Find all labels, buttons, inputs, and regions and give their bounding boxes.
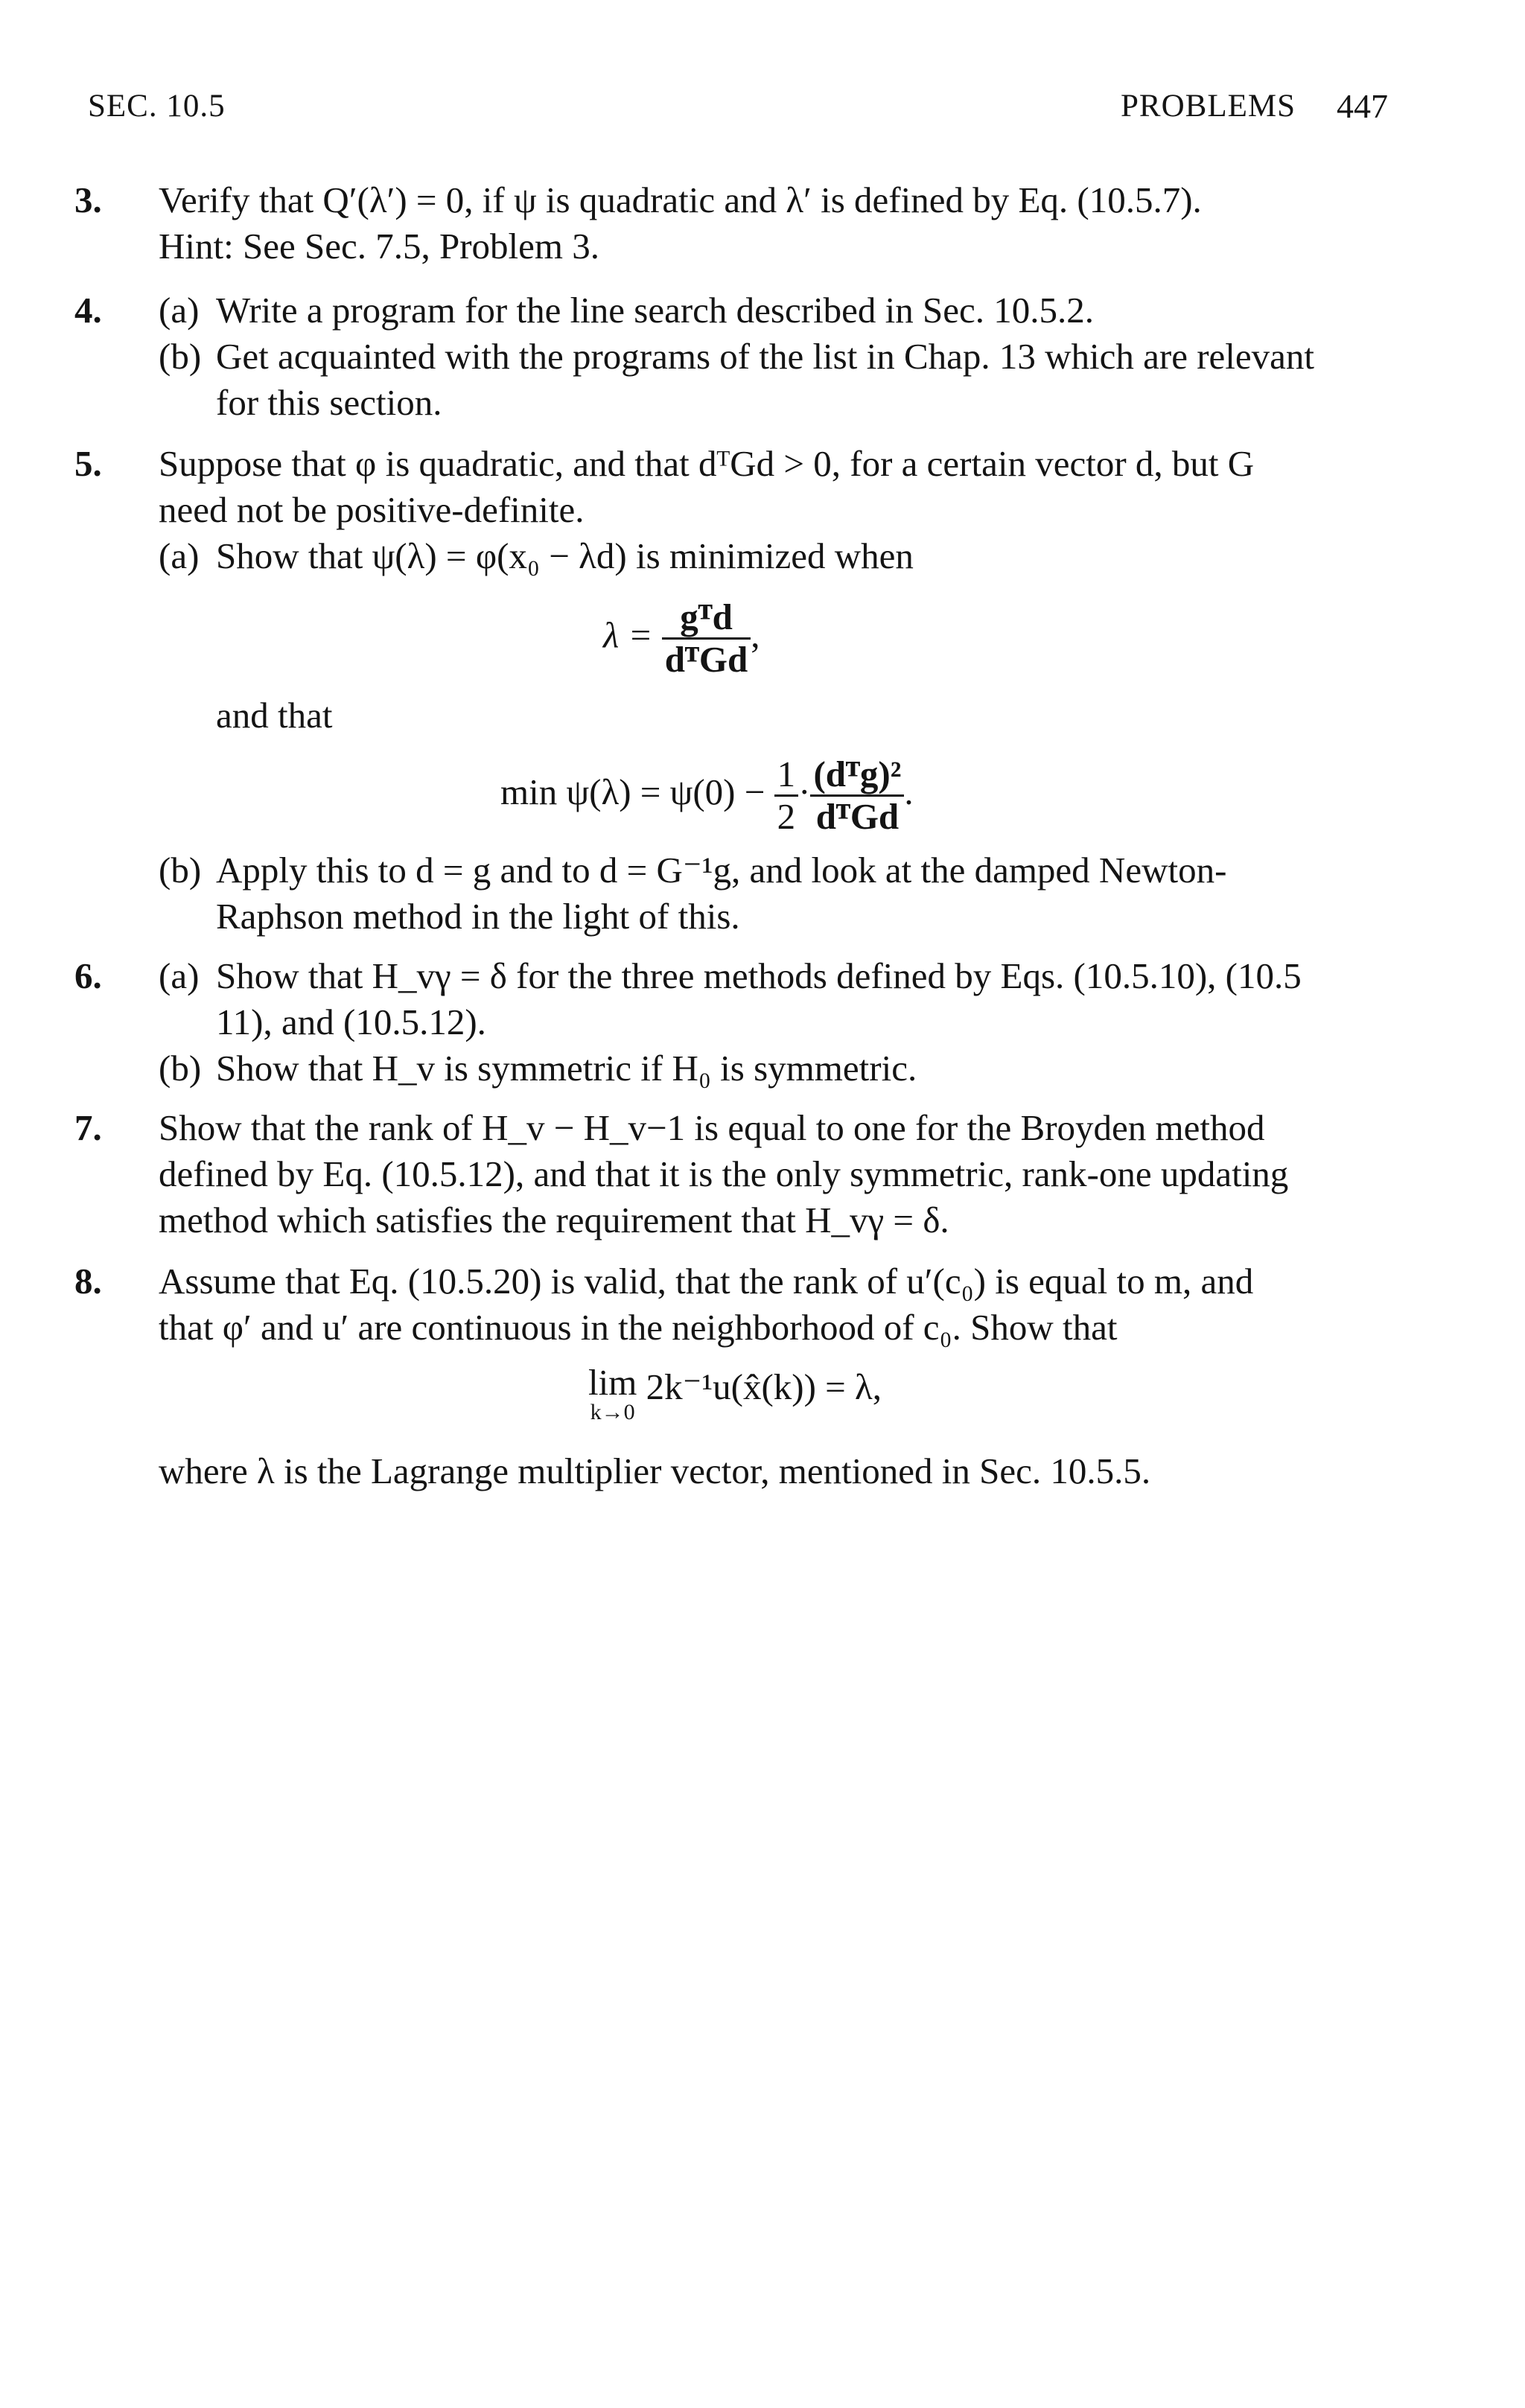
running-head-title: PROBLEMS	[1121, 89, 1296, 124]
problem-text-line: that φ′ and u′ are continuous in the neighborhood of c₀. Show that	[159, 1307, 1118, 1348]
fraction	[774, 754, 799, 837]
problem-number: 6.	[74, 955, 102, 996]
part-label: (b)	[159, 1048, 202, 1089]
problem-5-part-b	[74, 847, 1452, 940]
fraction	[810, 754, 904, 837]
problem-text-line: Assume that Eq. (10.5.20) is valid, that the rank of u′(c₀) is equal to m, and	[159, 1261, 1254, 1302]
part-text-line: Show that H_v is symmetric if H₀ is symmetric.	[216, 1048, 917, 1089]
multiplication-dot: ·	[798, 771, 811, 812]
part-text-line: Apply this to d = g and to d = G⁻¹g, and look at the damped Newton-	[216, 850, 1227, 891]
fraction	[662, 597, 751, 680]
problem-part	[159, 334, 1452, 426]
equation-lhs: λ =	[603, 614, 653, 655]
equation-lhs: min ψ(λ) = ψ(0) −	[500, 771, 765, 812]
equation-min-psi	[500, 754, 914, 837]
problem-text-line: Show that the rank of H_v − H_v−1 is equal to one for the Broyden method	[159, 1107, 1265, 1148]
part-text-line: Raphson method in the light of this.	[216, 896, 740, 937]
and-that-text: and that	[216, 695, 333, 736]
part-text-line: 11), and (10.5.12).	[216, 1001, 486, 1042]
equation-limit	[588, 1364, 882, 1424]
problem-number: 5.	[74, 443, 102, 484]
problem-7	[74, 1105, 1452, 1243]
problem-text-line: need not be positive-definite.	[159, 489, 585, 530]
problem-part	[159, 533, 1452, 579]
fraction-denominator: 2	[777, 796, 796, 837]
part-text-line: Show that ψ(λ) = φ(x₀ − λd) is minimized when	[216, 535, 914, 576]
fraction-numerator: gᵀd	[680, 596, 733, 637]
problem-8-conclusion	[74, 1448, 1452, 1494]
part-text-line: Get acquainted with the programs of the list in Chap. 13 which are relevant	[216, 336, 1315, 377]
part-label: (b)	[159, 850, 202, 891]
problem-number: 7.	[74, 1107, 102, 1148]
problem-text-line: Suppose that φ is quadratic, and that dᵀGd > 0, for a certain vector d, but G	[159, 443, 1255, 484]
fraction-numerator: 1	[777, 754, 796, 794]
fraction-numerator: (dᵀg)²	[813, 754, 902, 794]
problem-part	[159, 953, 1452, 1045]
problem-text-line: method which satisfies the requirement that H_vγ = δ.	[159, 1200, 949, 1240]
page-number: 447	[1337, 87, 1388, 125]
fraction-denominator: dᵀGd	[664, 639, 748, 680]
equation-lambda	[603, 597, 760, 680]
problem-number: 4.	[74, 290, 102, 331]
problem-8	[74, 1258, 1452, 1351]
problem-hint: Hint: See Sec. 7.5, Problem 3.	[159, 226, 600, 267]
equation-punctuation: ,	[751, 614, 760, 655]
part-label: (b)	[159, 336, 202, 377]
problem-5	[74, 441, 1452, 579]
part-label: (a)	[159, 955, 200, 996]
part-label: (a)	[159, 535, 200, 576]
problem-part	[159, 1045, 1452, 1092]
fraction-denominator: dᵀGd	[815, 796, 900, 837]
limit-operator	[588, 1364, 637, 1424]
part-text-line: Write a program for the line search described in Sec. 10.5.2.	[216, 290, 1095, 331]
problem-text-line: where λ is the Lagrange multiplier vector, mentioned in Sec. 10.5.5.	[159, 1450, 1151, 1491]
problem-text-line: Verify that Q′(λ′) = 0, if ψ is quadratic and λ′ is defined by Eq. (10.5.7).	[159, 179, 1202, 220]
problem-part	[159, 847, 1452, 940]
limit-subscript: k→0	[590, 1400, 635, 1424]
running-head-section: SEC. 10.5	[88, 89, 226, 124]
problem-number: 3.	[74, 179, 102, 220]
problem-6	[74, 953, 1452, 1092]
problem-part	[159, 287, 1452, 334]
part-text-line: Show that H_vγ = δ for the three methods defined by Eqs. (10.5.10), (10.5	[216, 955, 1302, 996]
problem-4	[74, 287, 1452, 426]
problem-text-line: defined by Eq. (10.5.12), and that it is the only symmetric, rank-one updating	[159, 1153, 1289, 1194]
equation-punctuation: .	[904, 771, 914, 812]
limit-word: lim	[588, 1362, 637, 1403]
problem-number: 8.	[74, 1261, 102, 1302]
limit-expression: 2k⁻¹u(x̂(k)) = λ,	[646, 1366, 882, 1407]
problem-3	[74, 177, 1452, 270]
part-label: (a)	[159, 290, 200, 331]
part-text-line: for this section.	[216, 382, 442, 423]
